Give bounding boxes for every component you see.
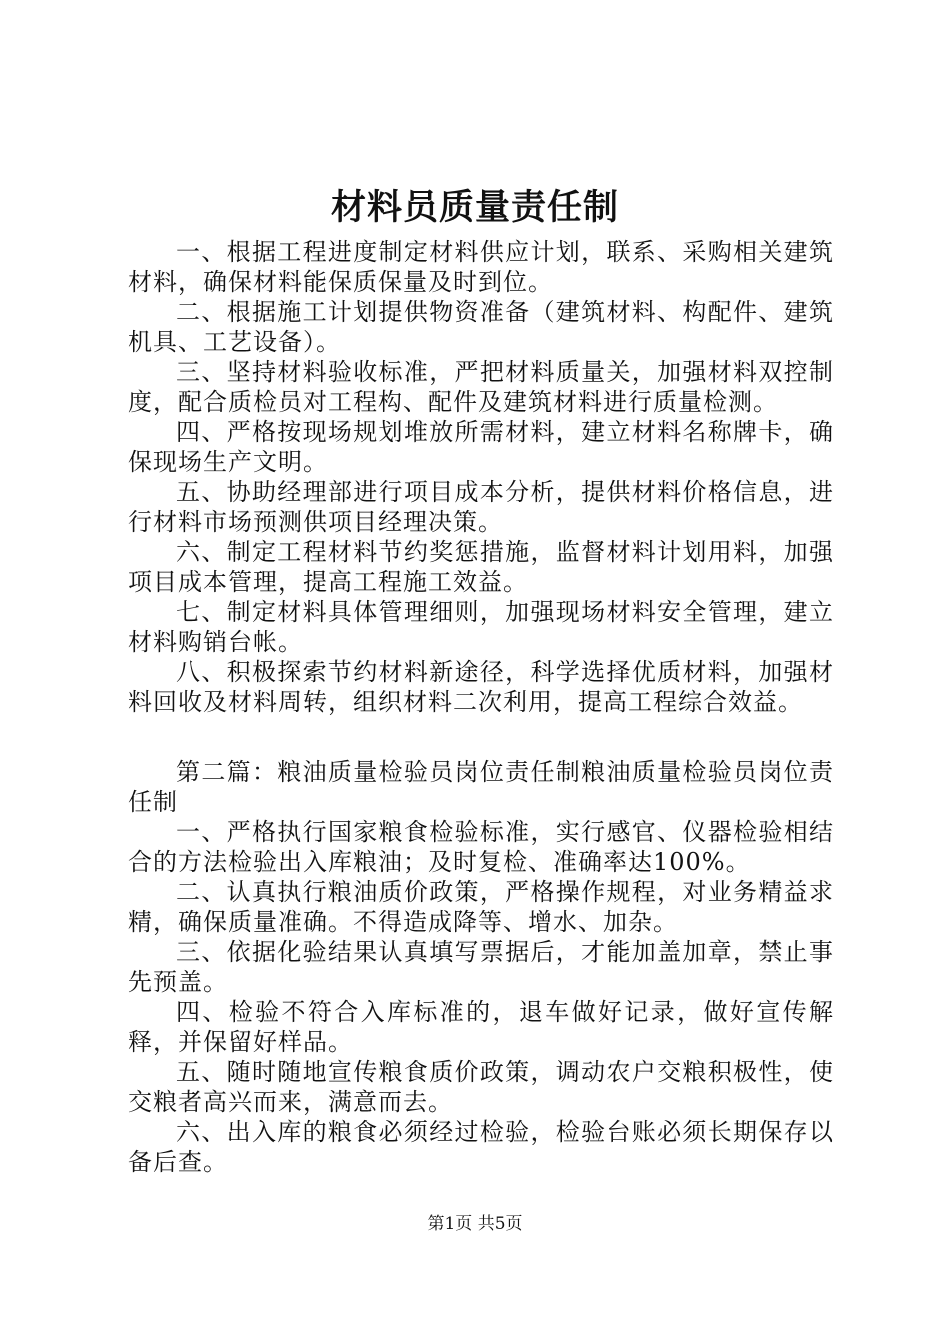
paragraph: 三、依据化验结果认真填写票据后，才能加盖加章，禁止事先预盖。 xyxy=(128,938,834,996)
paragraph: 三、坚持材料验收标准，严把材料质量关，加强材料双控制度，配合质检员对工程构、配件及建筑材料进行质量检测。 xyxy=(128,358,834,416)
paragraph: 四、检验不符合入库标准的，退车做好记录，做好宣传解释，并保留好样品。 xyxy=(128,998,834,1056)
section-grain-inspector xyxy=(128,757,834,1177)
paragraph: 八、积极探索节约材料新途径，科学选择优质材料，加强材料回收及材料周转，组织材料二次利用，提高工程综合效益。 xyxy=(128,658,834,716)
paragraph: 七、制定材料具体管理细则，加强现场材料安全管理，建立材料购销台帐。 xyxy=(128,598,834,656)
paragraph: 一、严格执行国家粮食检验标准，实行感官、仪器检验相结合的方法检验出入库粮油；及时复检、准确率达100%。 xyxy=(128,818,834,876)
paragraph: 六、出入库的粮食必须经过检验，检验台账必须长期保存以备后查。 xyxy=(128,1118,834,1176)
paragraph: 四、严格按现场规划堆放所需材料，建立材料名称牌卡，确保现场生产文明。 xyxy=(128,418,834,476)
paragraph: 五、随时随地宣传粮食质价政策，调动农户交粮积极性，使交粮者高兴而来，满意而去。 xyxy=(128,1058,834,1116)
document-title: 材料员质量责任制 xyxy=(330,187,619,228)
paragraph: 六、制定工程材料节约奖惩措施，监督材料计划用料，加强项目成本管理，提高工程施工效益。 xyxy=(128,538,834,596)
section-material-clerk xyxy=(128,237,834,717)
paragraph: 二、认真执行粮油质价政策，严格操作规程，对业务精益求精，确保质量准确。不得造成降等、增水、加杂。 xyxy=(128,878,834,936)
paragraph: 二、根据施工计划提供物资准备（建筑材料、构配件、建筑机具、工艺设备）。 xyxy=(128,298,834,356)
paragraph: 一、根据工程进度制定材料供应计划，联系、采购相关建筑材料，确保材料能保质保量及时到位。 xyxy=(128,238,834,296)
section-heading: 第二篇：粮油质量检验员岗位责任制粮油质量检验员岗位责任制 xyxy=(128,758,834,816)
paragraph: 五、协助经理部进行项目成本分析，提供材料价格信息，进行材料市场预测供项目经理决策。 xyxy=(128,478,834,536)
page-footer: 第1页 共5页 xyxy=(427,1214,523,1234)
